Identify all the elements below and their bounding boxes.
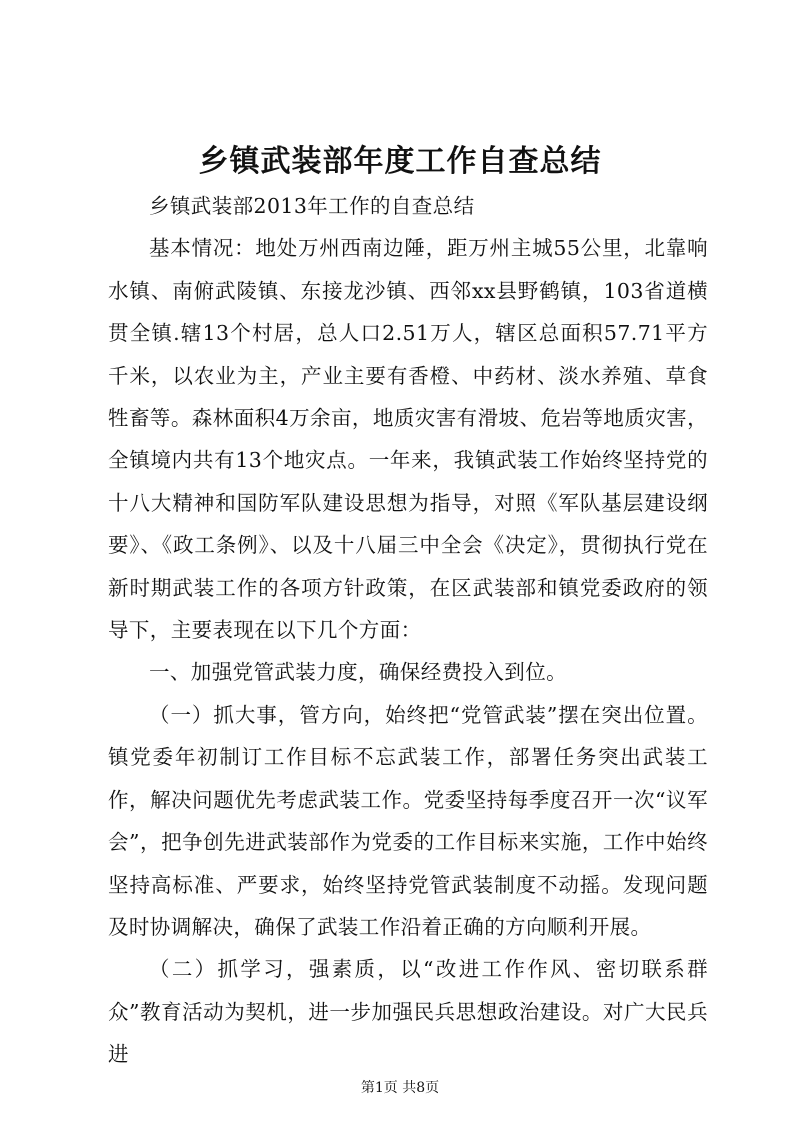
subtitle-paragraph: 乡镇武装部2013年工作的自查总结 [149,194,475,218]
subsection-1-paragraph: （一）抓大事，管方向，始终把“党管武装”摆在突出位置。镇党委年初制订工作目标不忘武装工作，部署任务突出武装工作，解决问题优先考虑武装工作。党委坚持每季度召开一次“议军会”，把争创先进武装部作为党委的工作目标来实施，工作中始终坚持高标准、严要求，始终坚持党管武装制度不动摇。发现问题及时协调解决，确保了武装工作沿着正确的方向顺利开展。 [108,702,708,939]
basic-info-paragraph: 基本情况：地处万州西南边陲，距万州主城55公里，北靠响水镇、南俯武陵镇、东接龙沙镇、西邻xx县野鹤镇，103省道横贯全镇.辖13个村居，总人口2.51万人，辖区总面积57.71平方千米，以农业为主，产业主要有香橙、中药材、淡水养殖、草食牲畜等。森林面积4万余亩，地质灾害有滑坡、危岩等地质灾害，全镇境内共有13个地灾点。一年来，我镇武装工作始终坚持党的十八大精神和国防军队建设思想为指导，对照《军队基层建设纲要》、《政工条例》、以及十八届三中全会《决定》，贯彻执行党在新时期武装工作的各项方针政策，在区武装部和镇党委政府的领导下，主要表现在以下几个方面： [108,236,708,643]
document-body [108,185,708,1076]
page-number-footer: 第1页 共8页 [360,1080,440,1096]
section-heading-1: 一、加强党管武装力度，确保经费投入到位。 [149,660,567,685]
subsection-2-paragraph: （二）抓学习，强素质，以“改进工作作风、密切联系群众”教育活动为契机，进一步加强民兵思想政治建设。对广大民兵进 [108,957,708,1067]
document-title: 乡镇武装部年度工作自查总结 [198,144,602,179]
